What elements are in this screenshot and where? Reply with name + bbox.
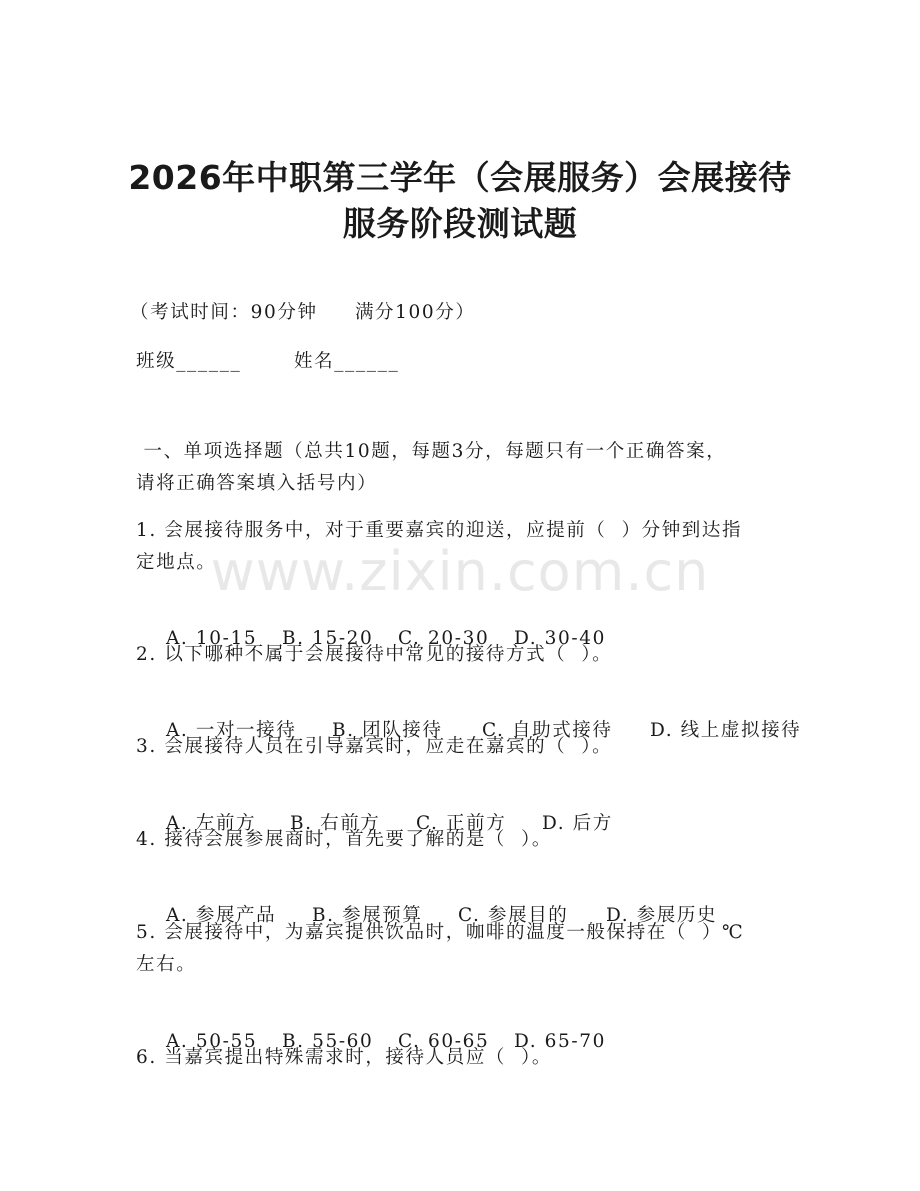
question-2-options bbox=[136, 686, 801, 776]
exam-info: （考试时间：90分钟 满分100分） bbox=[130, 302, 476, 323]
question-6: 6. 当嘉宾提出特殊需求时，接待人员应（ ）。 bbox=[136, 1047, 552, 1068]
question-1-options bbox=[136, 594, 606, 684]
doc-title-line1: 2026年中职第三学年（会展服务）会展接待 bbox=[128, 158, 792, 197]
section-title-line2: 请将正确答案填入括号内） bbox=[136, 473, 378, 494]
option-a: A. 50-55 bbox=[165, 1031, 258, 1052]
option-b: B. 右前方 bbox=[289, 813, 381, 834]
doc-title-line2: 服务阶段测试题 bbox=[342, 204, 578, 243]
watermark: www.zixin.com.cn bbox=[210, 540, 710, 603]
option-c: C. 正前方 bbox=[415, 813, 507, 834]
question-4: 4. 接待会展参展商时，首先要了解的是（ ）。 bbox=[136, 829, 552, 850]
option-d: D. 参展历史 bbox=[605, 905, 718, 926]
option-a: A. 左前方 bbox=[165, 813, 257, 834]
option-b: B. 参展预算 bbox=[311, 905, 423, 926]
option-c: C. 20-30 bbox=[397, 628, 490, 649]
name-field: 姓名______ bbox=[294, 351, 400, 372]
option-a: A. 10-15 bbox=[165, 628, 258, 649]
question-3: 3. 会展接待人员在引导嘉宾时，应走在嘉宾的（ ）。 bbox=[136, 736, 613, 757]
question-2: 2. 以下哪种不属于会展接待中常见的接待方式（ ）。 bbox=[136, 644, 613, 665]
section-title-line1: 一、单项选择题（总共10题，每题3分，每题只有一个正确答案， bbox=[136, 441, 727, 462]
option-b: B. 55-60 bbox=[281, 1031, 374, 1052]
question-1-line2: 定地点。 bbox=[136, 552, 217, 573]
option-d: D. 65-70 bbox=[513, 1031, 607, 1052]
option-a: A. 一对一接待 bbox=[165, 720, 297, 741]
option-b: B. 团队接待 bbox=[331, 720, 443, 741]
option-d: D. 线上虚拟接待 bbox=[649, 720, 802, 741]
question-3-options bbox=[136, 779, 613, 869]
option-d: D. 30-40 bbox=[513, 628, 607, 649]
option-d: D. 后方 bbox=[541, 813, 613, 834]
question-5-line2: 左右。 bbox=[136, 954, 197, 975]
option-c: C. 自助式接待 bbox=[481, 720, 613, 741]
option-c: C. 参展目的 bbox=[457, 905, 569, 926]
option-a: A. 参展产品 bbox=[165, 905, 277, 926]
option-b: B. 15-20 bbox=[281, 628, 374, 649]
question-5-options bbox=[136, 997, 606, 1087]
class-field: 班级______ bbox=[136, 351, 242, 372]
question-1-line1: 1. 会展接待服务中，对于重要嘉宾的迎送，应提前（ ）分钟到达指 bbox=[136, 520, 743, 541]
question-5-line1: 5. 会展接待中，为嘉宾提供饮品时，咖啡的温度一般保持在（ ）℃ bbox=[136, 922, 745, 943]
option-c: C. 60-65 bbox=[397, 1031, 490, 1052]
